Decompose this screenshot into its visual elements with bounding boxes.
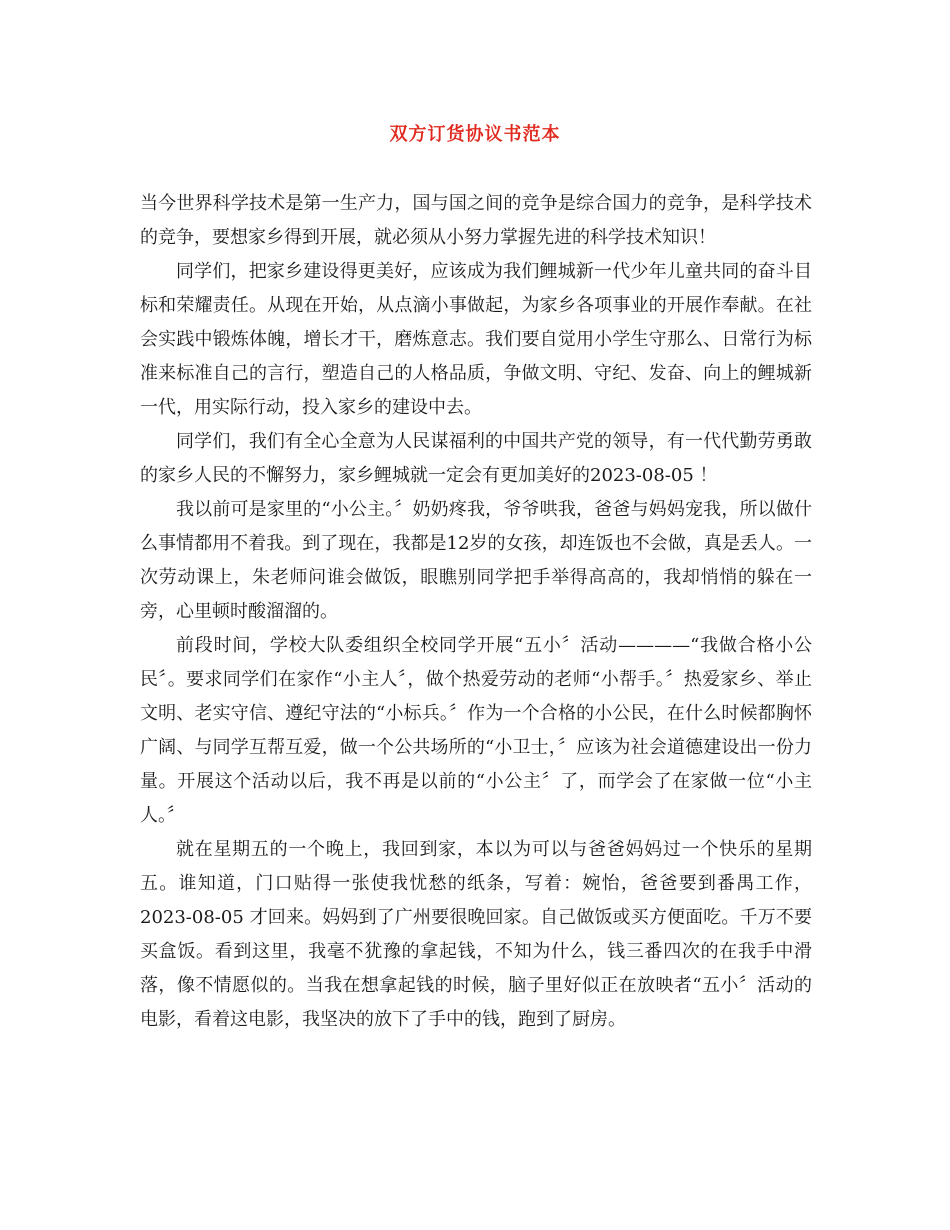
paragraph-6: 就在星期五的一个晚上，我回到家，本以为可以与爸爸妈妈过一个快乐的星期五。谁知道，门口贴得一张使我忧愁的纸条，写着：婉怡，爸爸要到番禺工作，2023-08-05 才回来。妈妈到了广州要很晚回家。自己做饭或买方便面吃。千万不要买盒饭。看到这里，我毫不犹豫的拿起钱，不知为什么，钱三番四次的在我手中滑落，像不情愿似的。当我在想拿起钱的时候，脑子里好似正在放映者“五小〞活动的电影，看着这电影，我坚决的放下了手中的钱，跑到了厨房。 bbox=[140, 839, 812, 1030]
paragraph-5: 前段时间，学校大队委组织全校同学开展“五小〞活动————“我做合格小公民〞。要求同学们在家作“小主人〞，做个热爱劳动的老师“小帮手。〞热爱家乡、举止文明、老实守信、遵纪守法的“小标兵。〞作为一个合格的小公民，在什么时候都胸怀广阔、与同学互帮互爱，做一个公共场所的“小卫士，〞应该为社会道德建设出一份力量。开展这个活动以后，我不再是以前的“小公主〞了，而学会了在家做一位“小主人。〞 bbox=[140, 635, 812, 826]
paragraph-2: 同学们，把家乡建设得更美好，应该成为我们鲤城新一代少年儿童共同的奋斗目标和荣耀责任。从现在开始，从点滴小事做起，为家乡各项事业的开展作奉献。在社会实践中锻炼体魄，增长才干，磨炼意志。我们要自觉用小学生守那么、日常行为标准来标准自己的言行，塑造自己的人格品质，争做文明、守纪、发奋、向上的鲤城新一代，用实际行动，投入家乡的建设中去。 bbox=[140, 261, 812, 418]
document-body bbox=[140, 187, 812, 1037]
paragraph-3: 同学们，我们有全心全意为人民谋福利的中国共产党的领导，有一代代勤劳勇敢的家乡人民的不懈努力，家乡鲤城就一定会有更加美好的2023-08-05 ！ bbox=[140, 431, 812, 486]
document-title: 双方订货协议书范本 bbox=[389, 124, 561, 145]
paragraph-1: 当今世界科学技术是第一生产力，国与国之间的竞争是综合国力的竞争，是科学技术的竞争，要想家乡得到开展，就必须从小努力掌握先进的科学技术知识！ bbox=[140, 193, 812, 248]
paragraph-4: 我以前可是家里的“小公主。〞奶奶疼我，爷爷哄我，爸爸与妈妈宠我，所以做什么事情都用不着我。到了现在，我都是12岁的女孩，却连饭也不会做，真是丢人。一次劳动课上，朱老师问谁会做饭，眼瞧别同学把手举得高高的，我却悄悄的躲在一旁，心里顿时酸溜溜的。 bbox=[140, 499, 812, 622]
